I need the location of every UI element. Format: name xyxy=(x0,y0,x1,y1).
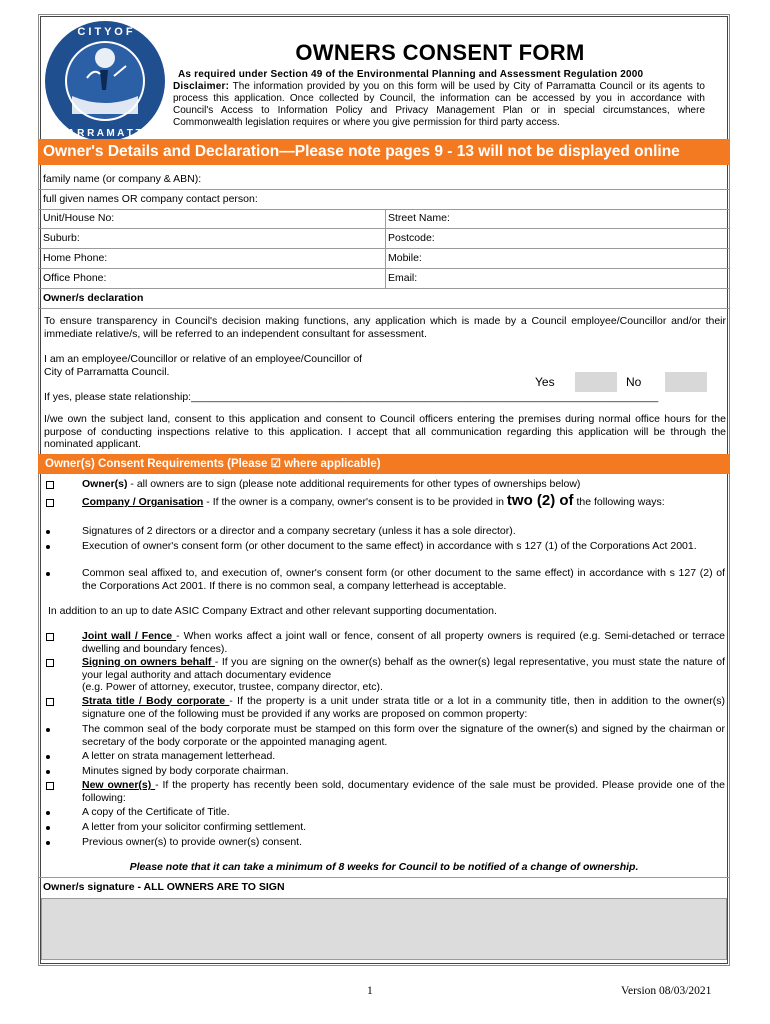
strata-text: - If the property is a unit under strata title or a lot in a community title, then in addition to the owner(s) signature one of the following must be provided if any works are proposed on common property: xyxy=(82,695,725,720)
postcode-label: Postcode: xyxy=(388,232,435,244)
bullet xyxy=(46,572,50,576)
company-bullet-3: Common seal affixed to, and execution of, owner's consent form (or other document to the same effect) in accordance with s 127 (2) of the Corporations Act 2001. If there is no common seal, a company letterhead is acceptable. xyxy=(82,567,725,592)
bullet xyxy=(46,841,50,845)
strata-bullet-1: The common seal of the body corporate must be stamped on this form over the signature of the owner(s) and signed by the chairman or secretary of the body corporate or the appointed managing agent. xyxy=(82,723,725,748)
signing-behalf-item xyxy=(82,656,725,694)
signature-box[interactable] xyxy=(41,898,727,960)
bullet xyxy=(46,530,50,534)
office-row xyxy=(38,269,730,289)
declaration-heading: Owner/s declaration xyxy=(43,292,144,304)
column-divider xyxy=(385,209,386,289)
office-phone-label: Office Phone: xyxy=(43,272,107,284)
company-bullet-2: Execution of owner's consent form (or other document to the same effect) in accordance with s 127 (1) of the Corporations Act 2001. xyxy=(82,540,697,552)
joint-wall-checkbox[interactable] xyxy=(46,633,54,641)
bullet xyxy=(46,811,50,815)
company-big-text: two (2) of xyxy=(506,492,574,509)
home-phone-label: Home Phone: xyxy=(43,252,108,264)
street-label: Street Name: xyxy=(388,212,450,224)
owners-item xyxy=(82,478,725,491)
city-of-parramatta-seal-logo xyxy=(42,18,168,144)
asic-note: In addition to an up to date ASIC Company Extract and other relevant supporting documentation. xyxy=(48,605,497,617)
disclaimer-text: The information provided by you on this form will be used by City of Parramatta Council or its agents to process this application. Once collected by Council, the information can be accessed by you in accordance with Council's Access to Information Policy and Privacy Management Plan or in special circumstances, where Commonwealth legislation requires or where you give permission for third party access. xyxy=(173,81,705,128)
form-title: OWNERS CONSENT FORM xyxy=(295,40,585,65)
declaration-heading-row xyxy=(38,289,730,309)
strata-item xyxy=(82,695,725,720)
given-names-label: full given names OR company contact person: xyxy=(43,193,258,205)
owners-checkbox[interactable] xyxy=(46,481,54,489)
unit-label: Unit/House No: xyxy=(43,212,115,224)
strata-bullet-2: A letter on strata management letterhead. xyxy=(82,750,276,762)
bullet xyxy=(46,826,50,830)
family-name-field[interactable] xyxy=(38,170,730,190)
joint-wall-label: Joint wall / Fence xyxy=(82,630,177,642)
new-owner-text: - If the property has recently been sold, documentary evidence of the sale must be provided. Please provide one of the following: xyxy=(82,779,725,804)
owners-text: - all owners are to sign (please note additional requirements for other types of ownerships below) xyxy=(127,478,581,490)
new-owner-bullet-2: A letter from your solicitor confirming settlement. xyxy=(82,821,307,833)
signature-heading-row xyxy=(38,877,730,898)
company-bullet-1: Signatures of 2 directors or a director and a company secretary (unless it has a sole director). xyxy=(82,525,516,537)
consent-statement: I/we own the subject land, consent to this application and consent to Council officers entering the premises during normal office hours for the purpose of conducting inspections relative to this application. I accept that all communication regarding this application will be through the nominated applicant. xyxy=(44,413,726,450)
signing-behalf-checkbox[interactable] xyxy=(46,659,54,667)
phone-row xyxy=(38,249,730,269)
company-item xyxy=(82,494,725,509)
new-owner-bullet-3: Previous owner(s) to provide owner(s) consent. xyxy=(82,836,303,848)
company-checkbox[interactable] xyxy=(46,499,54,507)
relationship-field[interactable]: If yes, please state relationship:________________________________________________________________________________ xyxy=(44,391,659,403)
suburb-row xyxy=(38,229,730,249)
consent-requirements-heading: Owner(s) Consent Requirements (Please ☑ where applicable) xyxy=(38,454,730,474)
version-label: Version 08/03/2021 xyxy=(621,985,712,997)
address-row xyxy=(38,209,730,229)
new-owner-checkbox[interactable] xyxy=(46,782,54,790)
signing-behalf-example: (e.g. Power of attorney, executor, trustee, company director, etc). xyxy=(82,681,383,693)
new-owner-item xyxy=(82,779,725,804)
joint-wall-text: - When works affect a joint wall or fence, consent of all property owners is required (e.g. Semi-detached or terrace dwelling and boundary fences). xyxy=(82,630,725,655)
joint-wall-item xyxy=(82,630,725,655)
employee-question: I am an employee/Councillor or relative of an employee/Councillor of City of Parramatta Council. xyxy=(44,353,363,378)
svg-text:P A R R A M A T T A: P A R R A M A T T A xyxy=(58,128,152,139)
given-names-field[interactable] xyxy=(38,190,730,210)
bullet xyxy=(46,545,50,549)
signing-behalf-label: Signing on owners behalf xyxy=(82,656,215,668)
page-number: 1 xyxy=(367,985,373,997)
family-name-label: family name (or company & ABN): xyxy=(43,173,202,185)
disclaimer-label: Disclaimer: xyxy=(173,81,230,92)
transparency-text: To ensure transparency in Council's decision making functions, any application which is made by a Council employee/Councillor and/or their immediate relative/s, will be referred to an independent consultant for assessment. xyxy=(44,315,726,340)
new-owner-bullet-1: A copy of the Certificate of Title. xyxy=(82,806,230,818)
signature-heading: Owner/s signature - ALL OWNERS ARE TO SIGN xyxy=(43,881,285,893)
no-label: No xyxy=(626,375,642,389)
company-text-b: the following ways: xyxy=(573,496,665,508)
form-subtitle: As required under Section 49 of the Environmental Planning and Assessment Regulation 2000 xyxy=(178,69,644,80)
strata-checkbox[interactable] xyxy=(46,698,54,706)
yes-label: Yes xyxy=(535,375,555,389)
strata-bullet-3: Minutes signed by body corporate chairman. xyxy=(82,765,289,777)
bullet xyxy=(46,728,50,732)
no-checkbox[interactable] xyxy=(665,372,707,392)
company-label: Company / Organisation xyxy=(82,496,204,508)
signing-behalf-text: - If you are signing on the owner(s) behalf as the owner(s) legal representative, you must state the nature of your legal authority and attach documentary evidence xyxy=(82,656,725,681)
svg-text:C I T Y O F: C I T Y O F xyxy=(77,26,133,38)
disclaimer xyxy=(173,81,705,135)
strata-label: Strata title / Body corporate xyxy=(82,695,230,707)
new-owner-label: New owner(s) xyxy=(82,779,156,791)
ownership-change-note: Please note that it can take a minimum of 8 weeks for Council to be notified of a change of ownership. xyxy=(129,861,639,873)
suburb-label: Suburb: xyxy=(43,232,80,244)
bullet xyxy=(46,770,50,774)
email-label: Email: xyxy=(388,272,418,284)
mobile-label: Mobile: xyxy=(388,252,422,264)
bullet xyxy=(46,755,50,759)
yes-checkbox[interactable] xyxy=(575,372,617,392)
owners-details-heading: Owner's Details and Declaration—Please note pages 9 - 13 will not be displayed online xyxy=(38,139,730,165)
owners-label: Owner(s) xyxy=(82,478,128,490)
company-text-a: - If the owner is a company, owner's consent is to be provided in xyxy=(203,496,507,508)
